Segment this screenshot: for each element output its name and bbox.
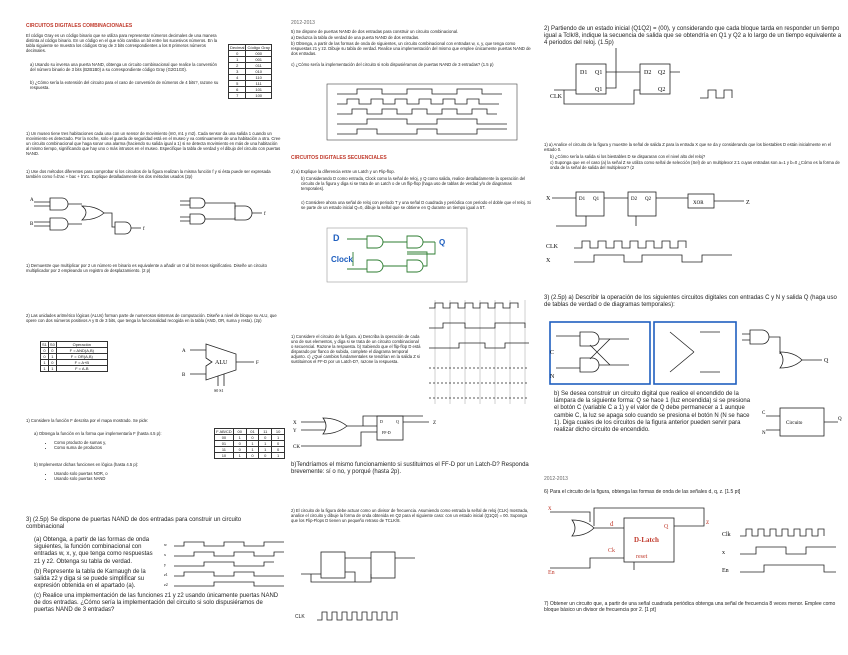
gray-code-table bbox=[228, 44, 272, 99]
nand-item-b: (b) Represente la tabla de Karnaugh de la salida z2 y diga si se puede simplificar su expresión obtenida en el apartado (a). bbox=[34, 569, 146, 590]
table-cell: 1 bbox=[272, 453, 285, 459]
xor-question-b: b) ¿Cómo sería la salida si los biestables D se dispararan con el nivel alto del reloj? bbox=[550, 154, 706, 159]
xor-question-a: 1) a) Analice el circuito de la figura y muestre la señal de salida Z para la entrada X que se da y considerando que los biestables D están inicialmente en el estado 0. bbox=[544, 142, 832, 153]
section-title-sequential: CIRCUITOS DIGITALES SECUENCIALES bbox=[291, 155, 387, 161]
ff2-label-q1: Q1 bbox=[595, 70, 603, 76]
ff2-label-q2: Q2 bbox=[658, 70, 666, 76]
wave-label: z2 bbox=[164, 582, 168, 587]
dlatch-circuit bbox=[544, 500, 844, 580]
table-cell: 0 bbox=[229, 51, 246, 57]
multiplier-question: 1) Demuestre que multiplicar por 2 un número en binario es equivalente a añadir un 0 al bit menos significativo. Diseñe un circuito multiplicador por 2 empleando un registro de desplazamiento. (2 p) bbox=[26, 263, 267, 274]
cn-circuits-question: 3) (2.5p) a) Describir la operación de los siguientes circuitos digitales con entradas C y N y salida Q (haga uso de tablas de verdad o de diagramas temporales): bbox=[544, 295, 837, 309]
alu-label-f: F bbox=[256, 361, 259, 366]
dl-label-dlatch: D-Latch bbox=[634, 536, 659, 544]
list-item: • Como producto de sumas y, bbox=[54, 440, 194, 445]
dl-label-clk: Clk bbox=[722, 532, 731, 538]
table-cell: 0 bbox=[272, 447, 285, 453]
ff2-label-d1: D1 bbox=[580, 70, 588, 76]
latch-substitution-question: b)Tendríamos el mismo funcionamiento si sustituimos el FF-D por un Latch-D? Responda brevemente: sí o no, y porqué (hasta 2p). bbox=[291, 462, 529, 476]
svg-text:A: A bbox=[30, 198, 34, 203]
table-cell: 0 bbox=[259, 435, 272, 441]
clk-label: CLK bbox=[295, 614, 305, 620]
xor-circuit bbox=[546, 188, 796, 268]
table-cell: 1 bbox=[246, 441, 259, 447]
table-cell: 010 bbox=[246, 69, 271, 75]
table-cell: 01 bbox=[215, 441, 234, 447]
xor-label-clk: CLK bbox=[546, 244, 558, 250]
ff-label-ck: CK bbox=[293, 445, 300, 450]
cn-label-q: Q bbox=[824, 358, 829, 364]
table-cell: 5 bbox=[229, 81, 246, 87]
table-cell: 2 bbox=[229, 63, 246, 69]
wave-label: y bbox=[164, 562, 166, 567]
list-item: • Usando solo puertas NOR, o bbox=[54, 471, 194, 476]
latch-label-d: D bbox=[333, 233, 340, 243]
q5-item-a: a) Deduzca la tabla de verdad de una puerta NAND de dos entradas. bbox=[291, 35, 420, 40]
function-map-question: 1) Considere la función F descrita por el mapa mostrado. Se pide: bbox=[26, 418, 149, 423]
xor-label-d1: D1 bbox=[579, 197, 586, 202]
dl-label-en: En bbox=[548, 570, 555, 576]
nand-item-c: (c) Realice una implementación de las funciones z1 y z2 usando únicamente puertas NAND de dos entradas. ¿Cómo sería la implementación del circuito si solo dispusiéramos de puertas NAND de 3 entradas? bbox=[34, 593, 279, 614]
table-cell: F = A+B bbox=[56, 360, 107, 366]
alu-label-a: A bbox=[182, 349, 186, 354]
cn-circuits-figure bbox=[550, 318, 840, 388]
svg-text:f: f bbox=[143, 227, 145, 232]
table-cell: 001 bbox=[246, 57, 271, 63]
column-2 bbox=[287, 0, 537, 655]
karnaugh-map bbox=[214, 428, 285, 459]
museum-question: 1) Un museo tiene tres habitaciones cada una con un sensor de movimiento (m0, m1 y m2). Cada sensor da una salida 1 cuando un movimiento es detectado. Por la noche, solo el guarda de seguridad está en el museo y va continuamente de una habitación a otra. Cree un circuito combinacional que haga sonar una alarma (haciendo su salida igual a 1) si se detecta movimiento en más de una habitación al mismo tiempo, significando que hay uno o más intrusos en el museo. Especifique la tabla de verdad y el dibujo del circuito con puertas NAND. bbox=[26, 131, 281, 157]
dl-label-d: d bbox=[610, 520, 614, 528]
table-cell: 7 bbox=[229, 93, 246, 99]
latch-question-a: 2) a) Explique la diferencia entre un Latch y un Flip-flop. bbox=[291, 169, 395, 174]
year-label: 2012-2013 bbox=[291, 20, 315, 26]
lamp-label-n: N bbox=[762, 431, 766, 436]
ff-label-d: D bbox=[380, 419, 383, 424]
table-cell: 0 bbox=[233, 447, 246, 453]
table-cell: 0 bbox=[48, 348, 56, 354]
wave-label: z1 bbox=[164, 572, 168, 577]
alu-table-header: S1 bbox=[42, 342, 47, 347]
gray-code-intro: El código Gray es un código binario que se utiliza para representar números decimales de una manera distinta al código binario. En un código en el que sólo cambia un bit entre los sucesivos números. En la tabla siguiente se muestra los códigos Gray de 3 bits correspondientes a los 8 primeros números decimales. bbox=[26, 33, 218, 54]
dl-label-xw: x bbox=[722, 550, 725, 556]
table-cell: F = AND(A,B) bbox=[56, 348, 107, 354]
ff2-label-nq1: Q1 bbox=[595, 87, 603, 93]
kmap-header: 01 bbox=[246, 429, 259, 435]
function-item-a-list bbox=[44, 440, 194, 450]
table-cell: 1 bbox=[259, 441, 272, 447]
ff-label-y: Y bbox=[293, 429, 297, 434]
table-cell: 1 bbox=[41, 366, 49, 372]
kmap-header: 00 bbox=[233, 429, 246, 435]
ff-label-x: X bbox=[293, 421, 297, 426]
freq8-question: 7) Obtener un circuito que, a partir de una señal cuadrada periódica obtenga una señal de frecuencia 8 veces menor. Emplee como bloque básico un divisor de frecuencia por 2. [1 pt] bbox=[544, 601, 836, 614]
timing-diagram bbox=[425, 298, 535, 408]
kmap-header: 10 bbox=[272, 429, 285, 435]
ff2-label-d2: D2 bbox=[644, 70, 652, 76]
two-ff-circuit bbox=[550, 58, 770, 112]
clk-waveform bbox=[315, 610, 415, 622]
table-cell: F = A-B bbox=[56, 366, 107, 372]
xor-label-xor: XOR bbox=[693, 201, 704, 206]
alu-question: 2) Las unidades aritmético lógicas (ALUs) forman parte de numerosos sistemas de computación. Diseñe a nivel de bloque su ALU, que opere con dos números positivos A y B de 3 bits, que tenga la funcionalidad recogida en la tabla (AND, OR, suma y resta). (2p) bbox=[26, 313, 277, 324]
table-cell: 1 bbox=[272, 435, 285, 441]
list-item: • Usando solo puertas NAND bbox=[54, 476, 194, 481]
table-row bbox=[215, 453, 285, 459]
alu-table-header: S0 bbox=[49, 342, 55, 347]
xor-label-x: X bbox=[546, 196, 551, 202]
gray-table-header: Decimal bbox=[230, 45, 245, 50]
kmap-corner: F AB/CD bbox=[216, 429, 232, 434]
table-cell: 0 bbox=[41, 348, 49, 354]
dl-label-q: Q bbox=[664, 524, 669, 530]
ff-sequence-question: 2) Partiendo de un estado inicial (Q1Q2) = (00), y considerando que cada bloque tarda en responder un tiempo igual a Tclk/8, indique la secuencia de salida que se obtendría en Q1 y Q2 a lo largo de un tiempo equivalente a 4 periodos del reloj. (1.5p) bbox=[544, 26, 842, 47]
alu-label-b: B bbox=[182, 373, 186, 378]
column-1 bbox=[0, 0, 285, 655]
table-cell: 0 bbox=[233, 441, 246, 447]
table-cell: 0 bbox=[41, 354, 49, 360]
lamp-label-circuit: Circuito bbox=[786, 421, 803, 426]
q5-waveforms bbox=[317, 82, 527, 142]
table-cell: 1 bbox=[48, 354, 56, 360]
lamp-block bbox=[762, 404, 846, 444]
table-cell: 111 bbox=[246, 81, 271, 87]
table-cell: 1 bbox=[233, 453, 246, 459]
table-cell: 0 bbox=[272, 441, 285, 447]
function-item-a: a) Obtenga la función en la forma que implementaría F (hasta 4.5 p): bbox=[34, 431, 162, 436]
table-cell: 1 bbox=[48, 366, 56, 372]
lamp-label-c: C bbox=[762, 411, 766, 416]
table-cell: 011 bbox=[246, 63, 271, 69]
function-item-b-list bbox=[44, 471, 194, 481]
ff-circuit-question: 1) Considere el circuito de la figura. a) Describa la operación de cada uno de sus elementos, y diga si se trata de un circuito combinacional o secuencial. Razone la respuesta. b) Sabiendo que el flip-flop D está disparado por flanco de subida, complete el diagrama temporal adjunto. c) ¿Qué cambios fundamentales se tendrían en la salida Z si sustituimos el FF-D por un Latch-D?, razone la respuesta. bbox=[291, 334, 421, 365]
table-cell: 00 bbox=[215, 435, 234, 441]
table-cell: 0 bbox=[246, 435, 259, 441]
divider-circuit bbox=[291, 548, 491, 588]
ff2-label-nq2: Q2 bbox=[658, 87, 666, 93]
xor-question-c: c) Suponga que en el caso (a) la señal Z se utiliza como señal de selección (Sel) de un multiplexor 2:1 cuyas entradas son a=1 y b=0 ¿Cómo es la forma de onda de la señal de salida del multiplexor? (2 bbox=[550, 160, 840, 171]
section-title-combinational: CIRCUITOS DIGITALES COMBINACIONALES bbox=[26, 23, 133, 29]
ff-label-ffd: FF-D bbox=[382, 430, 391, 435]
xor-label-z: Z bbox=[746, 200, 750, 206]
nand-question: 3) (2.5p) Se dispone de puertas NAND de dos entradas para construir un circuito combinacional bbox=[26, 517, 242, 531]
kmap-header: 11 bbox=[259, 429, 272, 435]
table-cell: 1 bbox=[259, 447, 272, 453]
table-cell: 1 bbox=[229, 57, 246, 63]
gray-table-header: Código Gray bbox=[247, 45, 270, 50]
q5-item-b: b) Obtenga, a partir de las formas de onda de siguientes, un circuito combinacional con entradas w, x, y, que tenga como respuestas z1 y z2. Dibuje su tabla de verdad. Realice una implementación del mismo que emplee únicamente puertas NAND de dos entradas. bbox=[291, 41, 531, 57]
table-cell: 0 bbox=[259, 453, 272, 459]
table-cell: 6 bbox=[229, 87, 246, 93]
table-cell: 0 bbox=[48, 360, 56, 366]
table-cell: 1 bbox=[233, 435, 246, 441]
list-item: • Como suma de productos bbox=[54, 445, 194, 450]
gray-code-item-a: a) Usando su inversa una puerta NAND, obtenga un circuito combinacional que realice la conversión del número binario de 3 bits (B2B1B0) a su correspondiente código Gray (G2G1G0). bbox=[30, 62, 217, 73]
xor-label-d2: D2 bbox=[631, 197, 638, 202]
table-cell: 1 bbox=[41, 360, 49, 366]
logic-circuits-figure bbox=[30, 192, 270, 250]
alu-label: ALU bbox=[215, 360, 228, 366]
xor-label-q1: Q1 bbox=[593, 197, 600, 202]
table-cell: F = OR(A,B) bbox=[56, 354, 107, 360]
cn-label-c: C bbox=[550, 350, 555, 356]
lamp-label-q: Q bbox=[838, 417, 842, 422]
latch-question-b: b) Considerando D como entrada, Clock como la señal de reloj, y Q como salida, realice detalladamente la operación del circuito de la figura y diga si se trata de un Latch o de un flip-flop (haga uso de tablas de verdad y/o de diagramas temporales). bbox=[301, 176, 526, 192]
alu-table bbox=[40, 341, 108, 372]
svg-text:f: f bbox=[264, 212, 266, 217]
column-3 bbox=[540, 0, 848, 655]
dl-label-enw: En bbox=[722, 568, 729, 574]
ff-d-circuit bbox=[293, 412, 443, 458]
nand-waveforms bbox=[164, 540, 284, 592]
latch-figure bbox=[327, 228, 467, 282]
dl-label-z: z bbox=[706, 518, 710, 526]
table-cell: 11 bbox=[215, 447, 234, 453]
table-cell: 100 bbox=[246, 93, 271, 99]
table-cell: 101 bbox=[246, 87, 271, 93]
lamp-question: b) Se desea construir un circuito digital que realice el encendido de la lámpara de la siguiente forma: Q se hace 1 (luz encendida) si se presiona el botón C (variable C a 1) y el valor de Q debe permanecer a 1 aunque cambie C, la luz se apaga solo cuando se presiona el botón N (N se hace 1). Diga cuales de los circuitos de la figura anterior pueden servir para realizar dicho circuito de encendido. bbox=[554, 391, 751, 434]
alu-diagram bbox=[176, 340, 266, 393]
dl-label-ck: Ck bbox=[608, 548, 616, 554]
year-label-2: 2012-2013 bbox=[544, 476, 568, 482]
dl-label-reset: reset bbox=[636, 554, 648, 560]
table-cell: 4 bbox=[229, 75, 246, 81]
cn-label-n: N bbox=[550, 374, 555, 380]
ff2-label-clk: CLK bbox=[550, 94, 562, 100]
table-cell: 10 bbox=[215, 453, 234, 459]
circuit-equivalence-question: 1) Use dos métodos diferentes para comprobar si los circuitos de la figura realizan la misma función f y si ésta puede ser expresada también como f=b'ac + bac + b'a'c. Explique detalladamente los dos métodos usados (2p) bbox=[26, 169, 271, 180]
latch-label-q: Q bbox=[439, 238, 446, 247]
nand-item-a: (a) Obtenga, a partir de las formas de onda siguientes, la función combinacional con entradas w, x, y, que tenga como respuestas z1 y z2. Obtenga su tabla de verdad. bbox=[34, 537, 153, 565]
ff-label-q: Q bbox=[396, 419, 399, 424]
dl-label-x: x bbox=[548, 504, 552, 512]
table-cell: 110 bbox=[246, 75, 271, 81]
freq-divider-question: 2) El circuito de la figura debe actuar como un divisor de frecuencia. Asumiendo como entrada la señal de reloj (CLK) mostrada, analice el circuito y dibuje la forma de onda obtenida en Q2 para el siguiente caso: con un estado inicial (Q1Q2) = 00. Suponga que los Flip-Flops D tienen un pequeño retraso de TCLK/8. bbox=[291, 508, 529, 524]
wave-label: x bbox=[164, 552, 166, 557]
q5-intro: 5) Se dispone de puertas NAND de dos entradas para construir un circuito combinacional. bbox=[291, 29, 459, 34]
table-cell: 1 bbox=[246, 447, 259, 453]
table-row bbox=[41, 366, 108, 372]
alu-label-sel: S0 S1 bbox=[214, 388, 224, 393]
latch-question-c: c) Considere ahora una señal de reloj con periodo T y una señal D cuadrada y periódica con periodo el doble que el reloj. Si se parte de un estado inicial Q=0, dibuje la señal que se obtiene en Q durante un tiempo igual a 5T. bbox=[301, 200, 531, 211]
dlatch-question: 6) Para el circuito de la figura, obtenga las formas de onda de las señales d, q, z. [1.5 pt] bbox=[544, 489, 741, 495]
alu-table-header: Operación bbox=[56, 342, 107, 348]
xor-label-xw: X bbox=[546, 258, 551, 264]
svg-text:B: B bbox=[30, 222, 34, 227]
table-row bbox=[229, 93, 272, 99]
ff-label-z: Z bbox=[433, 421, 437, 426]
xor-label-q2: Q2 bbox=[645, 197, 652, 202]
table-cell: 000 bbox=[246, 51, 271, 57]
latch-label-clock: Clock bbox=[331, 255, 353, 264]
function-item-b: b) Implementar dichas funciones en lógica (hasta 4.5 p): bbox=[34, 462, 139, 467]
gray-code-item-b: b) ¿Cómo sería la extensión del circuito para el caso de conversión de números de 4 bits?, razone su respuesta. bbox=[30, 80, 219, 91]
q5-item-c: c) ¿Cómo sería la implementación del circuito si solo dispusiéramos de puertas NAND de 3 entradas? (1.5 p) bbox=[291, 62, 494, 67]
table-cell: 0 bbox=[246, 453, 259, 459]
wave-label: w bbox=[164, 542, 167, 547]
table-cell: 3 bbox=[229, 69, 246, 75]
